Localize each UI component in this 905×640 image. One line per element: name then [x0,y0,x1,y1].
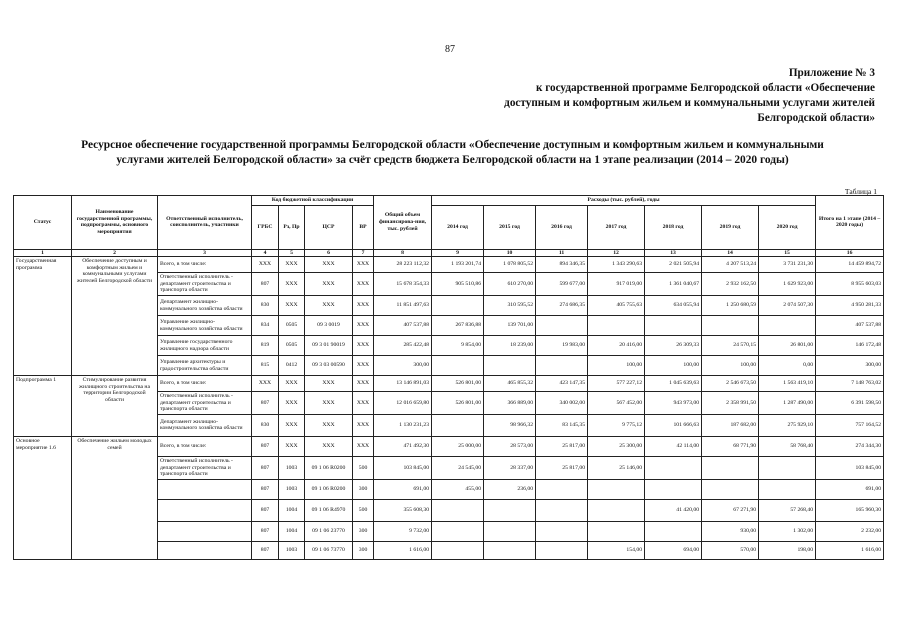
cell-itogo: 146 172,48 [816,336,884,356]
cell-grbs: 807 [252,541,279,559]
cell-rzpr: ХХХ [279,436,305,456]
cell-y2018: 1 361 040,67 [645,273,702,296]
header-year: 2020 год [759,205,816,249]
header-executor: Ответственный исполнитель, соисполнитель, участники [158,196,252,250]
cell-vr: ХХХ [353,257,374,273]
cell-grbs: 815 [252,356,279,376]
column-number: 15 [759,249,816,257]
cell-y2016: 83 145,35 [536,414,588,436]
cell-y2018: 943 973,00 [645,392,702,415]
row-status: Подпрограмма 1 [14,376,72,437]
cell-y2016: 25 817,00 [536,456,588,479]
cell-csr: ХХХ [305,376,353,392]
cell-grbs: 807 [252,499,279,521]
cell-total: 11 851 497,63 [374,296,432,316]
column-number: 2 [72,249,158,257]
cell-y2018: 100,00 [645,356,702,376]
row-program-name: Стимулирование развития жилищного строительства на территории Белгородской области [72,376,158,437]
cell-y2019: 67 271,90 [702,499,759,521]
column-number: 9 [432,249,484,257]
cell-grbs: 807 [252,479,279,499]
cell-y2015 [484,499,536,521]
cell-y2019: 2 546 673,50 [702,376,759,392]
cell-y2017: 20 416,00 [588,336,645,356]
cell-y2014: 24 545,00 [432,456,484,479]
page-number: 87 [445,44,455,55]
header-vr: ВР [353,205,374,249]
cell-y2018: 101 666,63 [645,414,702,436]
cell-y2017: 100,00 [588,356,645,376]
cell-csr: 09 1 06 73770 [305,541,353,559]
row-program-name: Обеспечение жильем молодых семей [72,436,158,559]
cell-y2015: 28 573,00 [484,436,536,456]
cell-y2015: 1 078 805,52 [484,257,536,273]
appendix-line: к государственной программе Белгородской области «Обеспечение [535,82,875,94]
cell-rzpr: ХХХ [279,273,305,296]
cell-rzpr: 0412 [279,356,305,376]
column-number: 14 [702,249,759,257]
column-number: 5 [279,249,305,257]
cell-itogo: 274 344,30 [816,436,884,456]
cell-y2015: 310 595,52 [484,296,536,316]
column-number-row [14,249,884,257]
cell-y2019: 24 570,15 [702,336,759,356]
column-number: 7 [353,249,374,257]
cell-total: 355 608,30 [374,499,432,521]
header-itogo: Итого на 1 этапе (2014 – 2020 годы) [816,196,884,250]
column-number: 3 [158,249,252,257]
cell-y2014 [432,356,484,376]
cell-rzpr: ХХХ [279,376,305,392]
cell-itogo: 6 391 598,50 [816,392,884,415]
cell-y2016 [536,479,588,499]
table-row [14,436,884,456]
cell-y2014 [432,296,484,316]
row-executor: Департамент жилищно-коммунального хозяйства области [158,296,252,316]
cell-y2017: 9 775,12 [588,414,645,436]
cell-y2020 [759,316,816,336]
cell-y2014 [432,414,484,436]
cell-csr: ХХХ [305,436,353,456]
cell-csr: 09 3 01 90019 [305,336,353,356]
appendix-line: Приложение № 3 [788,67,875,79]
cell-rzpr: ХХХ [279,414,305,436]
appendix-line: доступным и комфортным жильем и коммунальными услугами жителей [504,97,875,109]
cell-total: 471 492,30 [374,436,432,456]
cell-y2019: 4 207 513,24 [702,257,759,273]
cell-rzpr: 1003 [279,479,305,499]
cell-csr: ХХХ [305,296,353,316]
cell-y2020: 26 801,00 [759,336,816,356]
cell-csr: 09 1 06 R0200 [305,456,353,479]
cell-y2020: 198,00 [759,541,816,559]
cell-y2015: 610 270,00 [484,273,536,296]
cell-csr: 09 3 0019 [305,316,353,336]
cell-y2017: 917 019,00 [588,273,645,296]
cell-vr: ХХХ [353,376,374,392]
column-number: 10 [484,249,536,257]
cell-total: 691,00 [374,479,432,499]
cell-y2018: 26 309,33 [645,336,702,356]
cell-y2015: 139 701,00 [484,316,536,336]
cell-total: 9 732,00 [374,521,432,541]
column-number: 16 [816,249,884,257]
cell-rzpr: 1003 [279,541,305,559]
cell-y2014 [432,521,484,541]
cell-y2016: 894 346,35 [536,257,588,273]
cell-y2015: 18 239,00 [484,336,536,356]
cell-y2014: 526 801,00 [432,376,484,392]
cell-y2018: 41 420,00 [645,499,702,521]
cell-y2015: 465 855,32 [484,376,536,392]
cell-y2015 [484,356,536,376]
row-executor: Управление архитектуры и градостроительства области [158,356,252,376]
appendix-line: Белгородской области» [757,112,875,124]
cell-y2017: 567 452,00 [588,392,645,415]
cell-y2015: 366 889,00 [484,392,536,415]
heading-line: услугами жителей Белгородской области» за счёт средств бюджета Белгородской области на 1 этапе реализации (2014 – 2020 годы) [116,154,789,166]
cell-vr: 300 [353,521,374,541]
cell-y2017 [588,316,645,336]
cell-vr: 300 [353,541,374,559]
cell-itogo: 1 616,00 [816,541,884,559]
row-executor [158,521,252,541]
cell-total: 13 146 891,03 [374,376,432,392]
header-status: Статус [14,196,72,250]
cell-grbs: ХХХ [252,376,279,392]
cell-total: 1 130 231,23 [374,414,432,436]
cell-y2014 [432,541,484,559]
cell-itogo: 4 950 281,33 [816,296,884,316]
cell-y2018: 634 055,94 [645,296,702,316]
header-expenses: Расходы (тыс. рублей), годы [432,196,816,206]
row-executor: Управление жилищно-коммунального хозяйства области [158,316,252,336]
cell-csr: ХХХ [305,273,353,296]
table-caption: Таблица 1 [844,187,877,196]
cell-y2018 [645,521,702,541]
cell-itogo: 757 164,52 [816,414,884,436]
cell-y2019: 570,00 [702,541,759,559]
header-total: Общий объем финансирова-ния, тыс. рублей [374,196,432,250]
cell-y2019: 187 682,00 [702,414,759,436]
table-row [14,257,884,273]
column-number: 6 [305,249,353,257]
cell-y2014: 455,00 [432,479,484,499]
cell-y2016 [536,316,588,336]
row-executor: Ответственный исполнитель - департамент строительства и транспорта области [158,392,252,415]
cell-y2020: 0,00 [759,356,816,376]
cell-total: 103 845,00 [374,456,432,479]
cell-y2016: 340 002,00 [536,392,588,415]
cell-grbs: 830 [252,296,279,316]
cell-y2020 [759,456,816,479]
cell-itogo: 7 148 763,02 [816,376,884,392]
row-executor: Ответственный исполнитель - департамент строительства и транспорта области [158,456,252,479]
appendix-block [455,66,875,126]
cell-vr: ХХХ [353,316,374,336]
cell-rzpr: 1004 [279,499,305,521]
cell-total: 28 223 112,32 [374,257,432,273]
cell-rzpr: ХХХ [279,257,305,273]
cell-itogo: 8 955 603,03 [816,273,884,296]
cell-y2017: 25 146,00 [588,456,645,479]
cell-y2018: 42 114,00 [645,436,702,456]
cell-y2014: 1 193 201,74 [432,257,484,273]
cell-y2015 [484,521,536,541]
cell-rzpr: 0505 [279,336,305,356]
cell-y2020: 275 929,10 [759,414,816,436]
cell-y2018 [645,316,702,336]
cell-y2015: 28 337,00 [484,456,536,479]
cell-grbs: 819 [252,336,279,356]
row-executor [158,499,252,521]
header-year: 2014 год [432,205,484,249]
cell-y2014: 9 854,00 [432,336,484,356]
cell-y2015: 236,00 [484,479,536,499]
cell-vr: ХХХ [353,392,374,415]
cell-csr: 09 3 03 00590 [305,356,353,376]
cell-rzpr: ХХХ [279,392,305,415]
cell-csr: 09 1 06 23770 [305,521,353,541]
cell-y2017: 405 755,63 [588,296,645,316]
cell-vr: ХХХ [353,273,374,296]
cell-y2019: 2 358 991,50 [702,392,759,415]
cell-itogo: 103 845,00 [816,456,884,479]
column-number: 12 [588,249,645,257]
cell-y2018 [645,456,702,479]
cell-y2016 [536,356,588,376]
cell-rzpr: 1003 [279,456,305,479]
cell-y2016 [536,499,588,521]
cell-y2016: 25 817,00 [536,436,588,456]
cell-itogo: 691,00 [816,479,884,499]
cell-y2016: 599 677,00 [536,273,588,296]
cell-rzpr: 1004 [279,521,305,541]
cell-y2020: 1 302,00 [759,521,816,541]
header-year: 2015 год [484,205,536,249]
cell-y2018: 2 021 505,94 [645,257,702,273]
cell-y2016: 423 147,35 [536,376,588,392]
cell-grbs: 807 [252,273,279,296]
cell-y2014: 25 000,00 [432,436,484,456]
cell-y2015 [484,541,536,559]
cell-total: 12 016 659,80 [374,392,432,415]
cell-y2019 [702,479,759,499]
cell-y2017: 25 300,00 [588,436,645,456]
cell-y2020 [759,479,816,499]
cell-grbs: 834 [252,316,279,336]
cell-itogo: 14 459 894,72 [816,257,884,273]
cell-y2017: 1 343 290,63 [588,257,645,273]
cell-csr: ХХХ [305,257,353,273]
column-number: 11 [536,249,588,257]
cell-total: 407 537,88 [374,316,432,336]
cell-y2018: 1 045 639,63 [645,376,702,392]
cell-itogo: 165 960,30 [816,499,884,521]
cell-y2020: 2 074 507,30 [759,296,816,316]
cell-vr: 500 [353,499,374,521]
row-executor: Управление государственного жилищного надзора области [158,336,252,356]
cell-y2020: 58 768,40 [759,436,816,456]
cell-y2016 [536,521,588,541]
cell-grbs: 807 [252,436,279,456]
cell-vr: ХХХ [353,414,374,436]
cell-csr: ХХХ [305,392,353,415]
row-executor: Департамент жилищно-коммунального хозяйства области [158,414,252,436]
header-name: Наименование государственной программы, подпрограммы, основного мероприятия [72,196,158,250]
column-number: 1 [14,249,72,257]
cell-y2015: 98 966,32 [484,414,536,436]
row-executor [158,541,252,559]
cell-vr: ХХХ [353,356,374,376]
row-executor: Всего, в том числе: [158,376,252,392]
cell-itogo: 300,00 [816,356,884,376]
cell-rzpr: ХХХ [279,296,305,316]
cell-y2020: 1 629 923,00 [759,273,816,296]
cell-y2020: 3 731 231,30 [759,257,816,273]
cell-total: 1 616,00 [374,541,432,559]
cell-csr: 09 1 06 R0200 [305,479,353,499]
cell-y2019: 930,00 [702,521,759,541]
cell-y2020: 57 268,40 [759,499,816,521]
cell-y2019 [702,316,759,336]
cell-y2017 [588,479,645,499]
cell-itogo: 407 537,88 [816,316,884,336]
document-heading [20,138,885,168]
cell-y2019: 2 932 162,50 [702,273,759,296]
cell-y2016: 274 686,35 [536,296,588,316]
cell-vr: 300 [353,479,374,499]
cell-y2019: 100,00 [702,356,759,376]
cell-y2016 [536,541,588,559]
heading-line: Ресурсное обеспечение государственной программы Белгородской области «Обеспечение доступным и комфортным жильем и коммунальными [81,139,824,151]
header-csr: ЦСР [305,205,353,249]
cell-total: 285 422,48 [374,336,432,356]
cell-grbs: 807 [252,456,279,479]
cell-y2017: 154,00 [588,541,645,559]
header-year: 2016 год [536,205,588,249]
row-executor: Всего, в том числе: [158,436,252,456]
header-grbs: ГРБС [252,205,279,249]
cell-y2017 [588,499,645,521]
row-status: Основное мероприятие 1.6 [14,436,72,559]
column-number: 8 [374,249,432,257]
header-year: 2018 год [645,205,702,249]
cell-csr: 09 1 06 R4970 [305,499,353,521]
cell-vr: ХХХ [353,436,374,456]
cell-grbs: ХХХ [252,257,279,273]
row-executor: Ответственный исполнитель - департамент строительства и транспорта области [158,273,252,296]
column-number: 13 [645,249,702,257]
cell-y2014: 267 836,88 [432,316,484,336]
cell-y2020: 1 563 419,10 [759,376,816,392]
header-year: 2019 год [702,205,759,249]
cell-y2017: 577 227,12 [588,376,645,392]
cell-total: 15 678 354,33 [374,273,432,296]
cell-y2018: 694,00 [645,541,702,559]
row-status: Государственная программа [14,257,72,376]
cell-grbs: 830 [252,414,279,436]
cell-vr: ХХХ [353,296,374,316]
cell-total: 300,00 [374,356,432,376]
cell-y2019 [702,456,759,479]
cell-grbs: 807 [252,521,279,541]
cell-y2014 [432,499,484,521]
cell-vr: ХХХ [353,336,374,356]
row-program-name: Обеспечение доступным и комфортным жильем и коммунальными услугами жителей Белгородской области [72,257,158,376]
cell-y2014: 905 510,86 [432,273,484,296]
cell-y2016: 19 983,00 [536,336,588,356]
column-number: 4 [252,249,279,257]
row-executor [158,479,252,499]
cell-y2019: 1 250 680,59 [702,296,759,316]
header-year: 2017 год [588,205,645,249]
table-row [14,376,884,392]
cell-itogo: 2 232,00 [816,521,884,541]
cell-grbs: 807 [252,392,279,415]
cell-y2014: 526 801,00 [432,392,484,415]
cell-y2020: 1 287 490,00 [759,392,816,415]
cell-y2018 [645,479,702,499]
header-rzpr: Рз, Пр [279,205,305,249]
row-executor: Всего, в том числе: [158,257,252,273]
cell-y2017 [588,521,645,541]
table-body [14,257,884,560]
cell-csr: ХХХ [305,414,353,436]
header-budget-code: Код бюджетной классификации [252,196,374,206]
resource-table [13,195,884,560]
cell-y2019: 68 771,90 [702,436,759,456]
cell-vr: 500 [353,456,374,479]
cell-rzpr: 0505 [279,316,305,336]
